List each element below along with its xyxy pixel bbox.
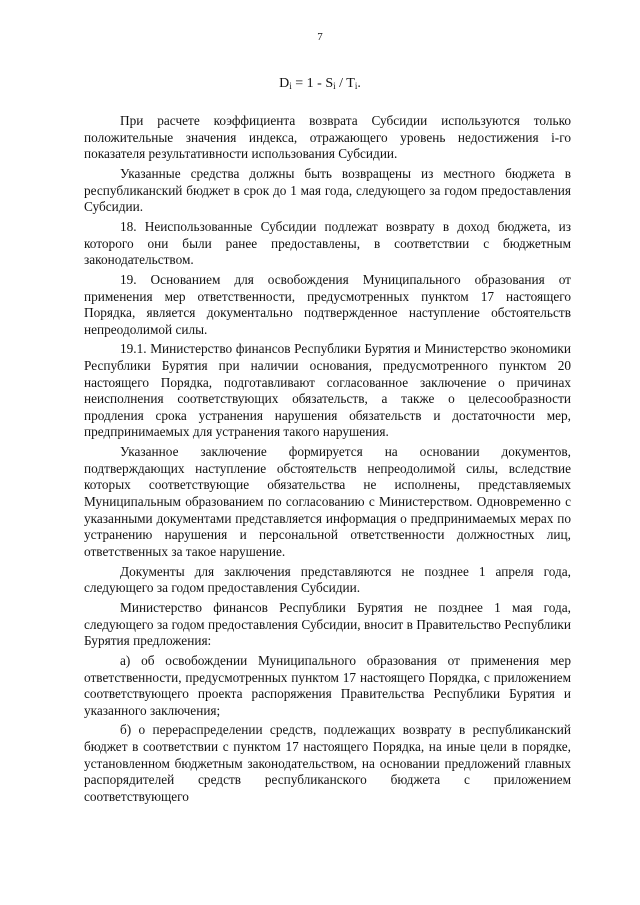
paragraph: Указанное заключение формируется на основании документов, подтверждающих наступление обстоятельств непреодолимой силы, вследствие которых соответствующие обязательства не исполнены, представляемых Муниципальным образованием по согласованию с Министерством. Одновременно с указанными документами представляется информация о предпринимаемых мерах по устранению нарушения и персональной ответственности должностных лиц, ответственных за такое нарушение. — [84, 444, 571, 559]
paragraph: 19. Основанием для освобождения Муниципального образования от применения мер ответственности, предусмотренных пунктом 17 настоящего Порядка, является документально подтвержденное наступление обстоятельств непреодолимой силы. — [84, 271, 571, 337]
paragraph: Указанные средства должны быть возвращены из местного бюджета в республиканский бюджет в срок до 1 мая года, следующего за годом предоставления Субсидии. — [84, 165, 571, 215]
paragraph: 18. Неиспользованные Субсидии подлежат возврату в доход бюджета, из которого они были ранее предоставлены, в соответствии с бюджетным законодательством. — [84, 218, 571, 268]
paragraph: При расчете коэффициента возврата Субсидии используются только положительные значения индекса, отражающего уровень недостижения i-го показателя результативности использования Субсидии. — [84, 113, 571, 162]
paragraph: б) о перераспределении средств, подлежащих возврату в республиканский бюджет в соответствии с пунктом 17 настоящего Порядка, на иные цели в порядке, установленном бюджетным законодательством, на основании предложений главных распорядителей средств республиканского бюджета с приложением соответствующего — [84, 722, 571, 804]
paragraph: а) об освобождении Муниципального образования от применения мер ответственности, предусмотренных пунктом 17 настоящего Порядка, с приложением соответствующего проекта распоряжения Правительства Республики Бурятия и указанного заключения; — [84, 652, 571, 718]
paragraph: Документы для заключения представляются не позднее 1 апреля года, следующего за годом предоставления Субсидии. — [84, 563, 571, 596]
formula: $D_i = 1 - S_i / T_i$. — [279, 76, 361, 91]
body-text — [84, 113, 571, 809]
page-number: 7 — [317, 31, 323, 43]
paragraph: Министерство финансов Республики Бурятия не позднее 1 мая года, следующего за годом предоставления Субсидии, вносит в Правительство Республики Бурятия предложения: — [84, 599, 571, 649]
paragraph: 19.1. Министерство финансов Республики Бурятия и Министерство экономики Республики Бурятия при наличии основания, предусмотренного пунктом 20 настоящего Порядка, подготавливают согласованное заключение о причинах неисполнения соответствующих обязательств, а также о целесообразности продления срока устранения нарушения обязательств и достаточности мер, предпринимаемых для устранения такого нарушения. — [84, 341, 571, 440]
